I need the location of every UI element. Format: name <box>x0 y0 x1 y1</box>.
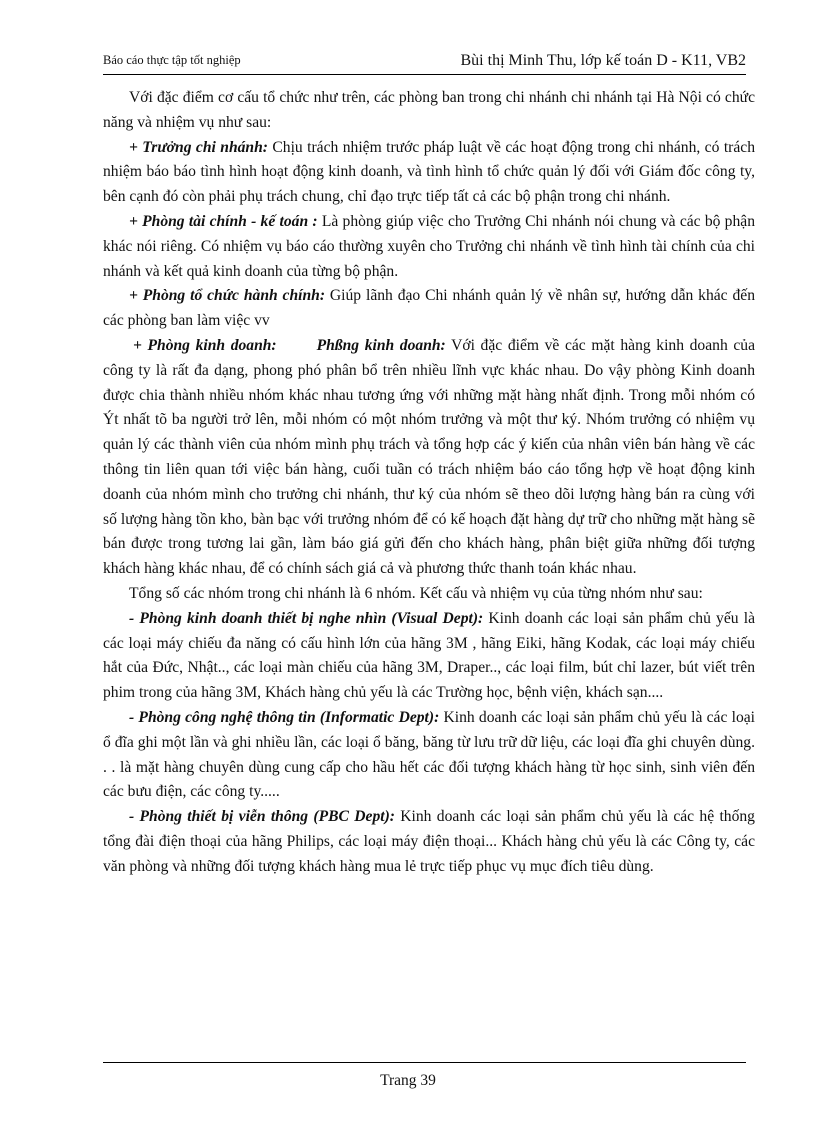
text-informatic-dept: Kinh doanh các loại sản phẩm chủ yếu là các loại ổ đĩa ghi một lần và ghi nhiều lần, các loại ổ băng, băng từ lưu trữ dữ liệu, các loại đĩa ghi chuyên dùng. . . là mặt hàng chuyên dùng cung cấp cho hầu hết các đối tượng khách hàng từ học sinh, sinh viên đến các bưu điện, các công ty..... <box>103 708 755 801</box>
page-number: Trang 39 <box>380 1072 436 1089</box>
text-business: Với đặc điểm về các mặt hàng kinh doanh của công ty là rất đa dạng, phong phó phân bổ trên nhiều lĩnh vực khác nhau. Do vậy phòng Kinh doanh được chia thành nhiều nhóm khác nhau tương ứng với những mặt hàng nhất định. Trong mỗi nhóm có Ýt nhất tõ ba người trở lên, mỗi nhóm có một nhóm trưởng và một thư ký. Nhóm trưởng có nhiệm vụ quản lý các thành viên của nhóm mình phụ trách và tổng hợp các ý kiến của nhân viên bán hàng về các thông tin liên quan tới việc bán hàng, cuối tuần có trách nhiệm báo cáo tổng hợp về hoạt động kinh doanh của nhóm mình cho trưởng chi nhánh, thư ký của nhóm sẽ theo dõi lượng hàng bán ra cùng với số lượng hàng tồn kho, bàn bạc với trưởng nhóm để có kế hoạch đặt hàng dự trữ cho những mặt hàng sẽ bán được trong tương lai gần, làm báo giá gửi đến cho khách hàng, phân biệt giữa những đối tượng khách hàng khác nhau, để có chính sách giá cả và phương thức thanh toán khác nhau. <box>103 336 755 578</box>
text-visual-dept: Kinh doanh các loại sản phẩm chủ yếu là các loại máy chiếu đa năng có cấu hình lớn của hãng 3M , hãng Eiki, hãng Kodak, các loại máy chiếu hắt của Đức, Nhật.., các loại màn chiếu của hãng 3M, Draper.., các loại film, bút chỉ lazer, bút viết trên phim trong của hãng 3M, Khách hàng chủ yếu là các Trường học, bệnh viện, khách sạn.... <box>103 609 755 702</box>
paragraph-intro: Với đặc điểm cơ cấu tổ chức như trên, các phòng ban trong chi nhánh chi nhánh tại Hà Nội có chức năng và nhiệm vụ như sau: <box>103 89 755 131</box>
paragraph-pbc-dept <box>103 805 755 879</box>
paragraph-visual-dept <box>103 607 755 706</box>
heading-informatic-dept: - Phòng công nghệ thông tin (Informatic Dept): <box>129 708 440 726</box>
footer-divider <box>103 1062 746 1063</box>
paragraph-business <box>103 334 755 582</box>
paragraph-admin <box>103 284 755 334</box>
heading-business: + Phòng kinh doanh: <box>133 336 277 354</box>
header-author: Bùi thị Minh Thu, lớp kế toán D - K11, VB2 <box>460 52 746 69</box>
text-branch-head: Chịu trách nhiệm trước pháp luật về các hoạt động trong chi nhánh, có trách nhiệm báo báo tình hình hoạt động kinh doanh, và tình hình tổ chức quản lý đối với Giám đốc công ty, bên cạnh đó còn phải phụ trách chung, chỉ đạo trực tiếp tất cả các bộ phận trong chi nhánh. <box>103 138 755 206</box>
heading-visual-dept: - Phòng kinh doanh thiết bị nghe nhìn (Visual Dept): <box>129 609 484 627</box>
heading-admin: + Phòng tổ chức hành chính: <box>129 287 326 305</box>
header-left-title: Báo cáo thực tập tốt nghiệp <box>103 53 241 67</box>
paragraph-groups: Tổng số các nhóm trong chi nhánh là 6 nhóm. Kết cấu và nhiệm vụ của từng nhóm như sau: <box>129 584 703 602</box>
page-header <box>103 48 746 75</box>
heading-branch-head: + Trưởng chi nhánh: <box>129 138 268 156</box>
paragraph-finance <box>103 210 755 284</box>
heading-pbc-dept: - Phòng thiết bị viễn thông (PBC Dept): <box>129 808 395 826</box>
paragraph-informatic-dept <box>103 706 755 805</box>
document-body <box>103 86 755 880</box>
text-admin: Giúp lãnh đạo Chi nhánh quản lý về nhân sự, hướng dẫn khác đến các phòng ban làm việc vv <box>103 287 756 330</box>
text-finance: Là phòng giúp việc cho Trưởng Chi nhánh nói chung và các bộ phận khác nói riêng. Có nhiệm vụ báo cáo thường xuyên cho Trưởng chi nhánh về tình hình tài chính của chi nhánh và kết quả kinh doanh của từng bộ phận. <box>103 212 755 280</box>
heading-finance: + Phòng tài chính - kế toán : <box>129 212 318 230</box>
paragraph-branch-head <box>103 136 755 210</box>
heading-business-dup: Phßng kinh doanh: <box>316 336 446 354</box>
text-pbc-dept: Kinh doanh các loại sản phẩm chủ yếu là các hệ thống tổng đài điện thoại của hãng Philips, các loại máy điện thoại... Khách hàng chủ yếu là các Công ty, các văn phòng và những đối tượng khách hàng mua lẻ trực tiếp phục vụ mục đích tiêu dùng. <box>103 808 755 875</box>
